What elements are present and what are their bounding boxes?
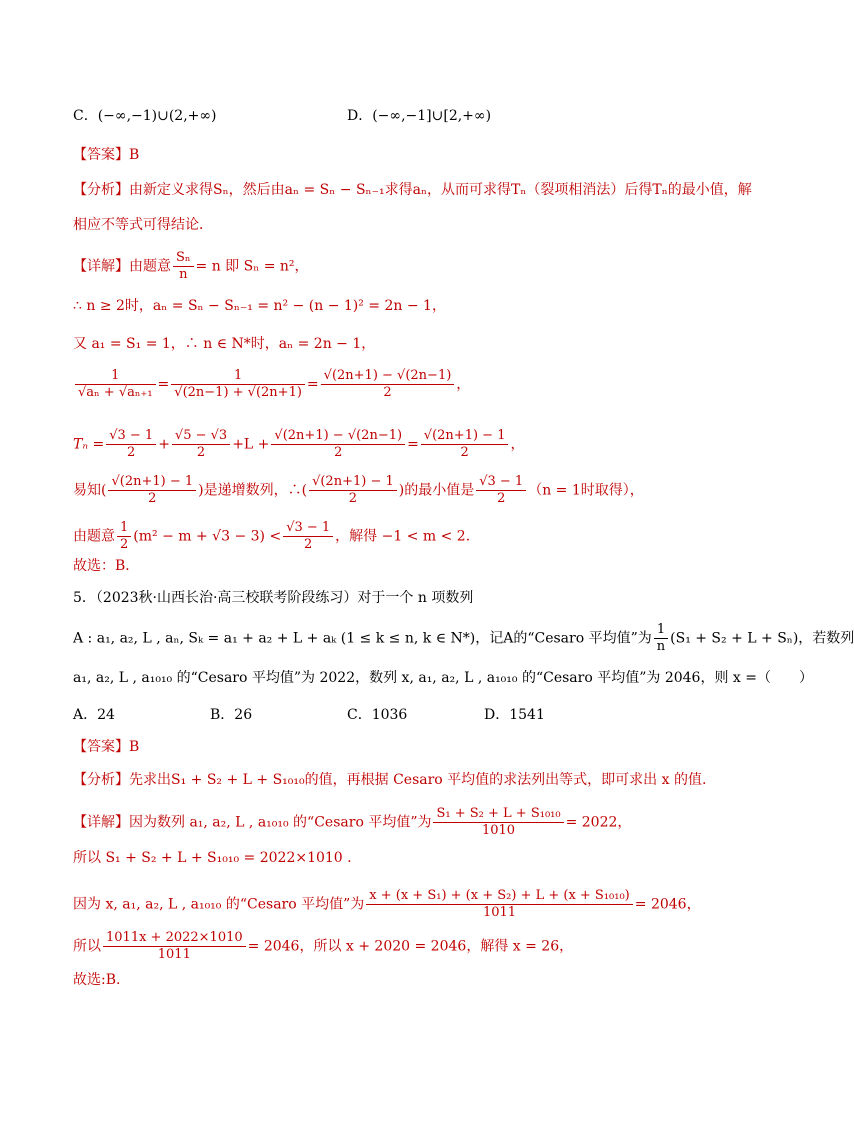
detail-text: = 2046，	[634, 896, 701, 913]
detail-text: 所以	[73, 938, 101, 955]
fraction-num: x + (x + S₁) + (x + S₂) + L + (x + S₁₀₁₀)	[366, 888, 632, 905]
fraction-num: 1	[75, 368, 156, 385]
fraction	[309, 474, 397, 507]
fraction-num: 1	[654, 622, 668, 639]
detail-text: 由题意	[73, 528, 115, 545]
fraction	[366, 888, 632, 921]
fraction-den: 2	[497, 491, 506, 506]
stem-text: A : a₁, a₂, L , aₙ, Sₖ = a₁ + a₂ + L + aₖ (1 ≤ k ≤ n, k ∈ N*)，记A的“Cesaro 平均值”为	[73, 630, 652, 647]
detail-text: = 2022，	[565, 814, 632, 831]
fraction-den: √aₙ + √aₙ₊₁	[78, 385, 153, 400]
q5-answer-line	[73, 737, 139, 757]
fraction-num: √3 − 1	[283, 520, 333, 537]
detail-text: )是递增数列，∴(	[198, 482, 308, 499]
analysis-tag: 【分析】	[73, 772, 129, 788]
fraction-den: 1010	[481, 823, 516, 838]
q5-detail-line-2: 所以 S₁ + S₂ + L + S₁₀₁₀ = 2022×1010 .	[73, 850, 352, 866]
answer-value: B	[129, 739, 140, 755]
fraction-den: 2	[334, 445, 343, 460]
answer-tag: 【答案】	[73, 147, 129, 163]
analysis-line-1	[73, 180, 752, 200]
detail-line-4: $\frac{1}{\text{√aₙ + √aₙ₊₁}}$ = $\frac{1}{√(2n-1) + √(2n+1)}$ = $\frac{√(2n+1) - √(2n-1)}{2}$ ，	[73, 368, 470, 401]
detail-text: 易知(	[73, 482, 107, 499]
analysis-text: 由新定义求得Sₙ，然后由aₙ = Sₙ − Sₙ₋₁求得aₙ，从而可求得Tₙ（裂项相消法）后得Tₙ的最小值，解	[129, 182, 752, 198]
fraction	[271, 428, 405, 461]
fraction-num: S₁ + S₂ + L + S₁₀₁₀	[433, 806, 563, 823]
fraction-den: 1011	[482, 905, 517, 920]
q5-detail-line-4	[73, 930, 573, 963]
answer-line	[73, 145, 139, 165]
fraction-den: 1011	[157, 947, 191, 962]
option-d: D．1541	[484, 707, 545, 723]
fraction-num: √3 − 1	[476, 474, 526, 491]
fraction-num: 1011x + 2022×1010	[103, 930, 246, 947]
fraction-den: 2	[304, 537, 313, 552]
fraction	[433, 806, 563, 839]
detail-text: 由题意	[129, 258, 171, 275]
detail-line-5: Tₙ = $\frac{√3 - 1}{2}$ + $\frac{√5 - √3}{2}$ +L + $\frac{√(2n+1) - √(2n-1)}{2}$ = $\frac{√(2n+1) - 1}{2}$ ，	[73, 428, 525, 460]
fraction	[654, 622, 668, 655]
detail-tag: 【详解】	[73, 258, 129, 275]
fraction-num: √5 − √3	[172, 428, 230, 445]
fraction	[103, 930, 246, 963]
fraction	[171, 368, 305, 401]
detail-text: 因为数列 a₁, a₂, L , a₁₀₁₀ 的“Cesaro 平均值”为	[129, 814, 432, 831]
fraction-den: n	[179, 267, 188, 282]
fraction	[321, 368, 455, 401]
detail-text: = 2046，所以 x + 2020 = 2046，解得 x = 26，	[247, 938, 574, 955]
detail-text: （n = 1时取得），	[528, 482, 644, 499]
q5-detail-line-1	[73, 806, 631, 839]
fraction	[106, 428, 156, 461]
q5-stem-2	[73, 622, 854, 655]
fraction	[117, 520, 131, 553]
fraction-den: 2	[148, 491, 157, 506]
fraction-num: √(2n+1) − √(2n−1)	[271, 428, 405, 445]
detail-text: (m² − m + √3 − 3) <	[133, 528, 282, 545]
fraction	[421, 428, 509, 461]
fraction-num: √(2n+1) − 1	[421, 428, 509, 445]
detail-line-1	[73, 250, 309, 283]
analysis-text: 先求出S₁ + S₂ + L + S₁₀₁₀的值，再根据 Cesaro 平均值的求法列出等式，即可求出 x 的值.	[129, 772, 707, 788]
fraction-den: 2	[383, 385, 392, 400]
fraction-den: 2	[348, 491, 358, 506]
detail-line-8: 故选：B．	[73, 558, 140, 574]
detail-text: +L +	[232, 436, 270, 453]
option-b: B．26	[210, 707, 253, 723]
option-a: A．24	[73, 707, 115, 723]
detail-line-6	[73, 474, 644, 507]
analysis-tag: 【分析】	[73, 182, 129, 198]
answer-tag: 【答案】	[73, 739, 129, 755]
detail-text: )的最小值是	[398, 482, 475, 499]
detail-text: ，	[510, 436, 525, 453]
fraction-den: 2	[196, 445, 206, 460]
detail-text: Tₙ =	[73, 436, 105, 453]
fraction-num: 1	[117, 520, 131, 537]
detail-line-3: 又 a₁ = S₁ = 1，∴ n ∈ N*时，aₙ = 2n − 1，	[73, 336, 376, 352]
answer-value: B	[129, 147, 140, 163]
q5-stem-1: 5．（2023秋·山西长治·高三校联考阶段练习）对于一个 n 项数列	[73, 590, 474, 606]
fraction-den: 2	[460, 445, 469, 460]
detail-line-7	[73, 520, 480, 553]
fraction-num: 1	[171, 368, 305, 385]
detail-tag: 【详解】	[73, 814, 129, 831]
fraction-den: √(2n−1) + √(2n+1)	[174, 385, 302, 400]
detail-line-2: ∴ n ≥ 2时，aₙ = Sₙ − Sₙ₋₁ = n² − (n − 1)² = 2n − 1，	[73, 298, 446, 314]
option-d: D．(−∞,−1]∪[2,+∞)	[347, 108, 492, 124]
detail-text: ，解得 −1 < m < 2．	[335, 528, 480, 545]
fraction	[476, 474, 526, 507]
fraction	[173, 250, 194, 283]
fraction-den: 2	[120, 537, 129, 552]
fraction-den: n	[656, 639, 666, 654]
fraction	[283, 520, 333, 553]
fraction	[75, 368, 156, 401]
q5-detail-line-5: 故选:B.	[73, 972, 121, 988]
detail-text: ，	[456, 376, 471, 393]
q5-stem-3: a₁, a₂, L , a₁₀₁₀ 的“Cesaro 平均值”为 2022，数列 x, a₁, a₂, L , a₁₀₁₀ 的“Cesaro 平均值”为 2046，则 x =（ ）	[73, 670, 813, 686]
fraction-den: 2	[127, 445, 136, 460]
stem-text: (S₁ + S₂ + L + Sₙ)，若数列	[670, 630, 854, 647]
option-c: C．(−∞,−1)∪(2,+∞)	[73, 108, 217, 124]
detail-text: 因为 x, a₁, a₂, L , a₁₀₁₀ 的“Cesaro 平均值”为	[73, 896, 365, 913]
analysis-line-2: 相应不等式可得结论．	[73, 217, 213, 233]
option-c: C．1036	[347, 707, 408, 723]
q5-analysis-line	[73, 770, 706, 790]
fraction-num: √(2n+1) − √(2n−1)	[321, 368, 455, 385]
fraction-num: √3 − 1	[106, 428, 156, 445]
q5-detail-line-3	[73, 888, 701, 921]
fraction	[172, 428, 230, 461]
fraction	[108, 474, 196, 507]
fraction-num: √(2n+1) − 1	[108, 474, 196, 491]
fraction-num: Sₙ	[173, 250, 194, 267]
detail-text: = n 即 Sₙ = n²，	[195, 258, 309, 275]
fraction-num: √(2n+1) − 1	[309, 474, 397, 491]
